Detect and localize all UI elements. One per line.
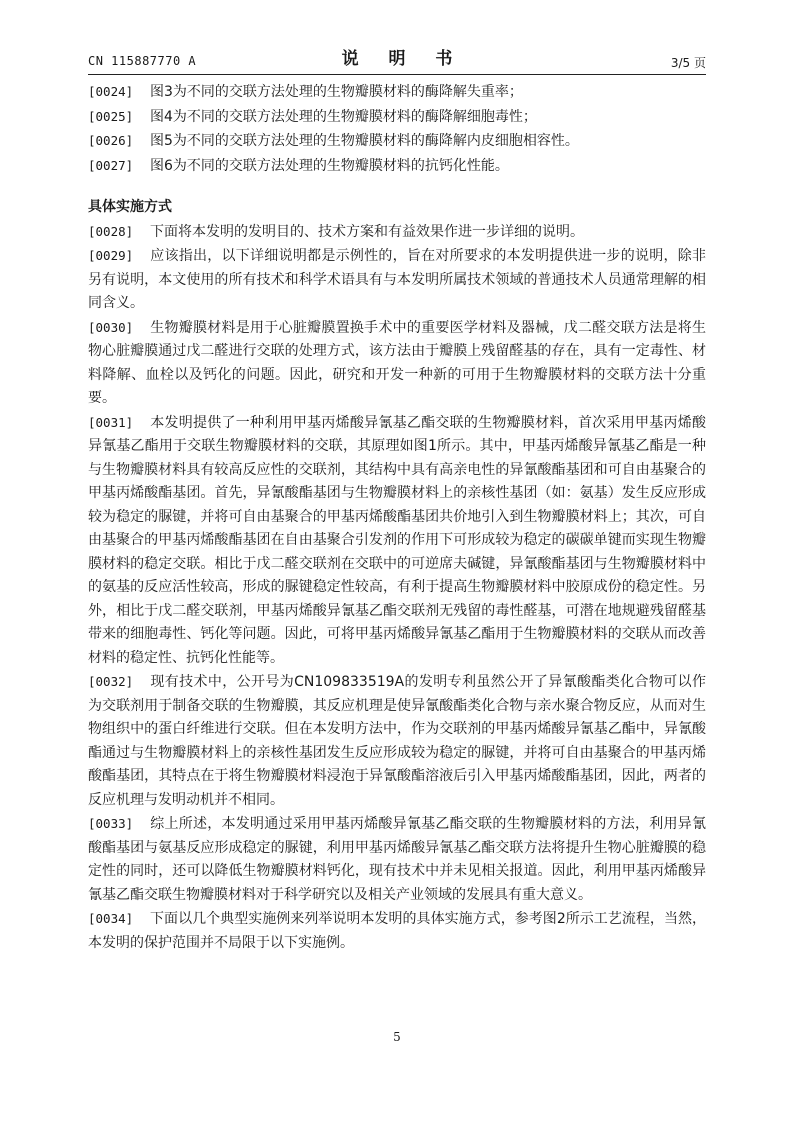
paragraph-text: 现有技术中，公开号为CN109833519A的发明专利虽然公开了异氰酸酯类化合物可以作为交联剂用于制备交联的生物瓣膜，其反应机理是使异氰酸酯类化合物与亲水聚合物反应，从而对生物组织中的蛋白纤维进行交联。但在本发明方法中，作为交联剂的甲基丙烯酸异氰基乙酯中，异氰酸酯通过与生物瓣膜材料上的亲核性基团发生反应形成较为稳定的脲键，并将可自由基聚合的甲基丙烯酸酯基团，其特点在于将生物瓣膜材料浸泡于异氰酸酯溶液后引入甲基丙烯酸酯基团，因此，两者的反应机理与发明动机并不相同。	[88, 674, 706, 808]
paragraph-text: 图3为不同的交联方法处理的生物瓣膜材料的酶降解失重率；	[150, 84, 523, 100]
paragraph-text: 图4为不同的交联方法处理的生物瓣膜材料的酶降解细胞毒性；	[150, 108, 537, 125]
header-divider	[88, 74, 706, 75]
paragraph-text: 图5为不同的交联方法处理的生物瓣膜材料的酶降解内皮细胞相容性。	[150, 133, 579, 149]
paragraph-number: [0030]	[88, 319, 134, 335]
paragraph-text: 综上所述，本发明通过采用甲基丙烯酸异氰基乙酯交联的生物瓣膜材料的方法，利用异氰酸酯基团与氨基反应形成稳定的脲键，利用甲基丙烯酸异氰基乙酯交联方法将提升生物心脏瓣膜的稳定性的同时，还可以降低生物瓣膜材料钙化，现有技术中并未见相关报道。因此，利用甲基丙烯酸异氰基乙酯交联生物瓣膜材料对于科学研究以及相关产业领域的发展具有重大意义。	[88, 816, 706, 903]
paragraph-number: [0034]	[88, 911, 134, 926]
paragraph-0026	[88, 129, 706, 154]
paragraph-0034	[88, 907, 706, 955]
page-count: 3/5 页	[670, 56, 706, 70]
paragraph-text: 下面以几个典型实施例来列举说明本发明的具体实施方式，参考图2所示工艺流程，当然，本发明的保护范围并不局限于以下实施例。	[88, 911, 706, 951]
paragraph-0030	[88, 316, 706, 411]
document-body	[88, 80, 706, 955]
paragraph-number: [0027]	[88, 157, 134, 173]
paragraph-0024	[88, 80, 706, 105]
paragraph-number: [0028]	[88, 223, 134, 239]
paragraph-number: [0025]	[88, 108, 134, 124]
paragraph-0025	[88, 105, 706, 130]
paragraph-number: [0029]	[88, 248, 134, 263]
paragraph-0031	[88, 411, 706, 671]
document-title: 说 明 书	[341, 49, 465, 69]
page-header	[88, 44, 706, 72]
paragraph-text: 生物瓣膜材料是用于心脏瓣膜置换手术中的重要医学材料及器械，戊二醛交联方法是将生物心脏瓣膜通过戊二醛进行交联的处理方式，该方法由于瓣膜上残留醛基的存在，具有一定毒性、材料降解、血栓以及钙化的问题。因此，研究和开发一种新的可用于生物瓣膜材料的交联方法十分重要。	[88, 319, 706, 406]
paragraph-0033	[88, 812, 706, 907]
paragraph-0029	[88, 244, 706, 316]
paragraph-text: 本发明提供了一种利用甲基丙烯酸异氰基乙酯交联的生物瓣膜材料，首次采用甲基丙烯酸异氰基乙酯用于交联生物瓣膜材料的交联，其原理如图1所示。其中，甲基丙烯酸异氰基乙酯是一种与生物瓣膜材料具有较高反应性的交联剂，其结构中具有高亲电性的异氰酸酯基团和可自由基聚合的甲基丙烯酸酯基团。首先，异氰酸酯基团与生物瓣膜材料上的亲核性基团（如：氨基）发生反应形成较为稳定的脲键，并将可自由基聚合的甲基丙烯酸酯基团共价地引入到生物瓣膜材料上；其次，可自由基聚合的甲基丙烯酸酯基团在自由基聚合引发剂的作用下可形成较为稳定的碳碳单键而实现生物瓣膜材料的稳定交联。相比于戊二醛交联剂在交联中的可逆席夫碱键，异氰酸酯基团与生物瓣膜材料中的氨基的反应活性较高，形成的脲键稳定性较高，有利于提高生物瓣膜材料中胶原成份的稳定性。另外，相比于戊二醛交联剂，甲基丙烯酸异氰基乙酯交联剂无残留的毒性醛基，可潜在地规避残留醛基带来的细胞毒性、钙化等问题。因此，可将甲基丙烯酸异氰基乙酯用于生物瓣膜材料的交联从而改善材料的稳定性、抗钙化性能等。	[88, 414, 706, 666]
paragraph-number: [0033]	[88, 816, 134, 831]
paragraph-text: 下面将本发明的发明目的、技术方案和有益效果作进一步详细的说明。	[150, 223, 584, 240]
paragraph-number: [0031]	[88, 414, 134, 430]
paragraph-text: 图6为不同的交联方法处理的生物瓣膜材料的抗钙化性能。	[150, 157, 509, 174]
page-number: 5	[393, 1030, 401, 1044]
section-heading: 具体实施方式	[88, 199, 172, 215]
paragraph-number: [0026]	[88, 133, 134, 148]
paragraph-0028	[88, 220, 706, 245]
paragraph-number: [0024]	[88, 84, 134, 99]
paragraph-number: [0032]	[88, 674, 134, 689]
paragraph-0027	[88, 154, 706, 179]
paragraph-0032	[88, 670, 706, 812]
paragraph-text: 应该指出，以下详细说明都是示例性的，旨在对所要求的本发明提供进一步的说明，除非另有说明，本文使用的所有技术和科学术语具有与本发明所属技术领域的普通技术人员通常理解的相同含义。	[88, 248, 706, 311]
publication-number: CN 115887770 A	[88, 54, 197, 68]
